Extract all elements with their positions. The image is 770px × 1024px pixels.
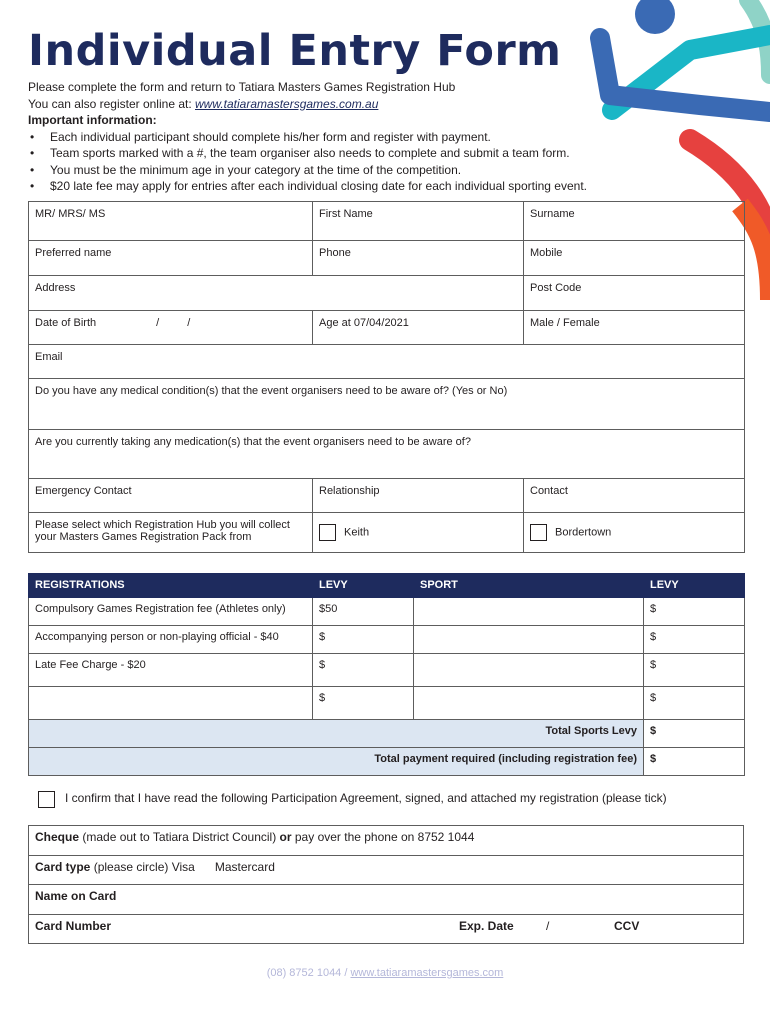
intro-line-1: Please complete the form and return to Tatiara Masters Games Registration Hub: [28, 80, 456, 94]
card-type-row[interactable]: [29, 855, 744, 885]
bordertown-label: Bordertown: [555, 526, 612, 539]
name-on-card-field[interactable]: [29, 885, 744, 915]
levy-value[interactable]: $: [313, 687, 414, 720]
exp-date-label: Exp. Date: [459, 918, 514, 933]
form-title: Individual Entry Form: [28, 26, 562, 76]
cheque-row[interactable]: [29, 826, 744, 856]
participation-agreement-confirm: [38, 789, 758, 808]
registration-label: Late Fee Charge - $20: [29, 654, 313, 687]
card-type-label: Card type: [35, 859, 91, 874]
title-field[interactable]: MR/ MRS/ MS: [29, 202, 313, 241]
post-code-field[interactable]: Post Code: [524, 276, 745, 311]
sport-value[interactable]: [414, 654, 644, 687]
levy-value[interactable]: $50: [313, 598, 414, 626]
medical-condition-field[interactable]: Do you have any medical condition(s) that the event organisers need to be aware of? (Yes or No): [29, 379, 745, 430]
important-heading: Important information:: [28, 113, 157, 127]
registrations-header: REGISTRATIONS: [29, 574, 313, 598]
card-type-visa[interactable]: (please circle) Visa: [90, 859, 195, 874]
registration-label: [29, 687, 313, 720]
footer-website-link[interactable]: www.tatiaramastersgames.com: [350, 967, 504, 979]
levy-value[interactable]: $: [313, 654, 414, 687]
agreement-checkbox[interactable]: [38, 791, 55, 808]
table-row: [29, 598, 745, 626]
address-field[interactable]: Address: [29, 276, 524, 311]
registration-hub-question: Please select which Registration Hub you will collect your Masters Games Registration Pack from: [29, 513, 313, 553]
registration-label: Accompanying person or non-playing official - $40: [29, 626, 313, 654]
emergency-contact-field[interactable]: Emergency Contact: [29, 479, 313, 513]
relationship-field[interactable]: Relationship: [313, 479, 524, 513]
sport-levy-value[interactable]: $: [644, 654, 745, 687]
intro-line-2-prefix: You can also register online at:: [28, 96, 195, 111]
sport-levy-value[interactable]: $: [644, 687, 745, 720]
ccv-label: CCV: [614, 918, 640, 933]
table-row: [29, 626, 745, 654]
intro-section: [28, 79, 668, 195]
gender-field[interactable]: Male / Female: [524, 311, 745, 345]
cheque-text: (made out to Tatiara District Council): [79, 830, 280, 844]
hub-option-bordertown[interactable]: [524, 513, 745, 553]
sport-value[interactable]: [414, 598, 644, 626]
registration-label: Compulsory Games Registration fee (Athletes only): [29, 598, 313, 626]
important-bullet: • You must be the minimum age in your category at the time of the competition.: [28, 162, 668, 179]
important-bullet: • $20 late fee may apply for entries after each individual closing date for each individual sporting event.: [28, 178, 668, 195]
keith-label: Keith: [344, 526, 370, 539]
footer-phone: (08) 8752 1044 /: [266, 967, 351, 979]
agreement-text: I confirm that I have read the following Participation Agreement, signed, and attached my registration (please tick): [65, 791, 667, 805]
intro-line-2: [28, 96, 668, 113]
levy-value[interactable]: $: [313, 626, 414, 654]
personal-details-table: [28, 201, 745, 553]
card-type-mastercard[interactable]: Mastercard: [214, 859, 275, 874]
email-field[interactable]: Email: [29, 345, 745, 379]
phone-field[interactable]: Phone: [313, 241, 524, 276]
hub-option-keith[interactable]: [313, 513, 524, 553]
levy-header: LEVY: [313, 574, 414, 598]
sport-levy-value[interactable]: $: [644, 626, 745, 654]
total-sports-levy-value[interactable]: $: [644, 720, 745, 748]
important-list: [28, 129, 668, 195]
footer: [0, 967, 770, 979]
sport-levy-value[interactable]: $: [644, 598, 745, 626]
table-row: [29, 654, 745, 687]
phone-payment-text: pay over the phone on 8752 1044: [291, 830, 475, 844]
website-link[interactable]: www.tatiaramastersgames.com.au: [195, 96, 379, 111]
card-number-row[interactable]: [29, 914, 744, 944]
table-row: [29, 687, 745, 720]
exp-date-separator: /: [546, 918, 550, 933]
card-number-label: Card Number: [35, 918, 112, 933]
total-payment-value[interactable]: $: [644, 748, 745, 776]
total-payment-label: Total payment required (including registration fee): [29, 748, 644, 776]
bordertown-checkbox[interactable]: [530, 524, 547, 541]
important-bullet: • Team sports marked with a #, the team organiser also needs to complete and submit a team form.: [28, 145, 668, 162]
dob-separator: /: [187, 317, 191, 329]
important-bullet: • Each individual participant should complete his/her form and register with payment.: [28, 129, 668, 146]
sport-value[interactable]: [414, 626, 644, 654]
date-of-birth-field[interactable]: [29, 311, 313, 345]
contact-field[interactable]: Contact: [524, 479, 745, 513]
or-label: or: [279, 830, 292, 844]
cheque-label: Cheque: [35, 830, 80, 844]
sport-header: SPORT: [414, 574, 644, 598]
surname-field[interactable]: Surname: [524, 202, 745, 241]
dob-label: Date of Birth: [35, 317, 97, 329]
keith-checkbox[interactable]: [319, 524, 336, 541]
mobile-field[interactable]: Mobile: [524, 241, 745, 276]
total-sports-levy-label: Total Sports Levy: [29, 720, 644, 748]
preferred-name-field[interactable]: Preferred name: [29, 241, 313, 276]
sport-value[interactable]: [414, 687, 644, 720]
registrations-table: [28, 573, 745, 776]
levy-header: LEVY: [644, 574, 745, 598]
name-on-card-label: Name on Card: [35, 889, 117, 903]
payment-table: [28, 825, 744, 944]
medication-field[interactable]: Are you currently taking any medication(s) that the event organisers need to be aware of?: [29, 430, 745, 479]
age-field[interactable]: Age at 07/04/2021: [313, 311, 524, 345]
dob-separator: /: [156, 317, 160, 329]
first-name-field[interactable]: First Name: [313, 202, 524, 241]
